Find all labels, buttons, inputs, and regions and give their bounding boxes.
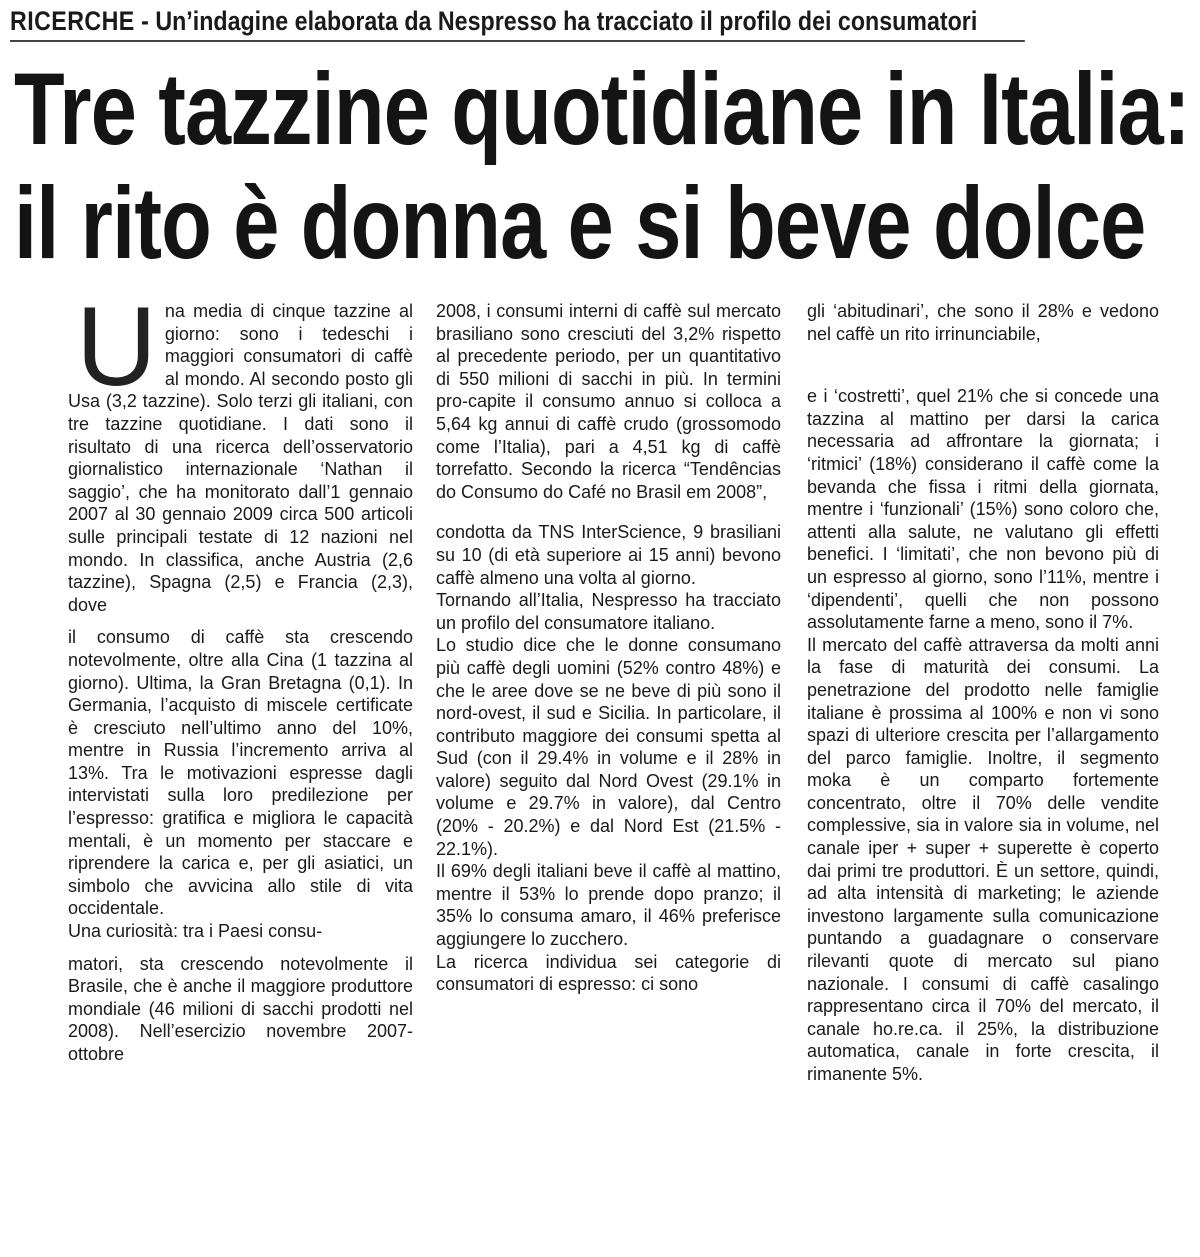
column-1 [68, 284, 413, 1066]
paragraph: Una curiosità: tra i Paesi consu- [68, 921, 323, 942]
paragraph: Il 69% degli italiani beve il caffè al mattino, mentre il 53% lo prende dopo pranzo; il 35% lo consuma amaro, il 46% preferisce aggiungere lo zucchero. [436, 861, 781, 950]
headline-line-2: il rito è donna e si beve dolce [14, 166, 1146, 280]
paragraph: e i ‘costretti’, quel 21% che si concede una tazzina al mattino per darsi la carica necessaria ad affrontare la giornata; i ‘ritmici’ (18%) considerano il caffè come la bevanda che fissa i ritmi della giornata, mentre i ‘funzionali’ (15%) sono coloro che, attenti alla salute, ne valutano gli effetti benefici. I ‘limitati’, che non bevono più di un espresso al giorno, sono l’11%, mentre i ‘dipendenti’, quelli che non possono assolutamente farne a meno, sono il 7%. [807, 386, 1159, 633]
headline-line-1: Tre tazzine quotidiane in Italia: [14, 52, 1190, 166]
paragraph: Una media di cinque tazzine al giorno: sono i tedeschi i maggiori consumatori di caffè al mondo. Al secondo posto gli Usa (3,2 tazzine). Solo terzi gli italiani, con tre tazzine quotidiane. I dati sono il risultato di una ricerca dell’osservatorio giornalistico internazionale ‘Nathan il saggio’, che ha monitorato dall’1 gennaio 2007 al 30 gennaio 2009 circa 500 articoli sulle principali testate di 12 nazioni nel mondo. In classifica, anche Austria (2,6 tazzine), Spagna (2,5) e Francia (2,3), dove [68, 284, 413, 615]
paragraph: il consumo di caffè sta crescendo notevolmente, oltre alla Cina (1 tazzina al giorno). Ultima, la Gran Bretagna (0,1). In Germania, l’acquisto di miscele certificate è cresciuto nell’ultimo anno del 10%, mentre in Russia l’incremento arriva al 13%. Tra le motivazioni espresse dagli intervistati sulla loro predilezione per l’espresso: gratifica e migliora le capacità mentali, è un momento per staccare e riprendere la carica e, per gli asiatici, un simbolo che avvicina allo stile di vita occidentale. [68, 627, 413, 919]
headline [14, 52, 1190, 280]
paragraph: gli ‘abitudinari’, che sono il 28% e vedono nel caffè un rito irrinunciabile, [807, 301, 1159, 344]
paragraph: 2008, i consumi interni di caffè sul mercato brasiliano sono cresciuti del 3,2% rispetto al precedente periodo, per un quantitativo di 550 milioni di sacchi in più. In termini pro-capite il consumo annuo si colloca a 5,64 kg annui di caffè crudo (grossomodo come l’Italia), pari a 4,51 kg di caffè torrefatto. Secondo la ricerca “Tendências do Consumo do Café no Brasil em 2008”, [436, 301, 781, 502]
paragraph: Lo studio dice che le donne consumano più caffè degli uomini (52% contro 48%) e che le aree dove se ne beve di più sono il nord-ovest, il sud e Sicilia. In particolare, il contributo maggiore dei consumi spetta al Sud (con il 29.4% in volume e il 28% in valore) seguito dal Nord Ovest (29.1% in volume e 29.7% in valore), dal Centro (20% - 20.2%) e dal Nord Est (21.5% - 22.1%). [436, 635, 781, 859]
article-body [0, 284, 1200, 1250]
paragraph: Tornando all’Italia, Nespresso ha tracciato un profilo del consumatore italiano. [436, 590, 781, 633]
article-kicker [10, 4, 1025, 42]
paragraph: La ricerca individua sei categorie di consumatori di espresso: ci sono [436, 951, 781, 995]
paragraph: condotta da TNS InterScience, 9 brasiliani su 10 (di età superiore ai 15 anni) bevono caffè almeno una volta al giorno. [436, 522, 781, 588]
paragraph: Il mercato del caffè attraversa da molti anni la fase di maturità dei consumi. La penetrazione del prodotto nelle famiglie italiane è prossima al 100% e non vi sono spazi di ulteriore crescita per l’allargamento del parco famiglie. Inoltre, il segmento moka è un comparto fortemente concentrato, oltre il 70% delle vendite complessive, sia in valore sia in volume, nel canale iper + super + superette è coperto dai primi tre produttori. È un settore, quindi, ad alta intensità di marketing; le aziende investono largamente sulla comunicazione puntando a guadagnare o conservare rilevanti quote di mercato sul piano nazionale. I consumi di caffè casalingo rappresentano circa il 70% del mercato, il canale ho.re.ca. il 25%, la distribuzione automatica, canale in forte crescita, il rimanente 5%. [807, 634, 1159, 1084]
column-3 [807, 300, 1159, 1086]
drop-cap: U [76, 284, 157, 409]
paragraph: matori, sta crescendo notevolmente il Brasile, che è anche il maggiore produttore mondiale (46 milioni di sacchi prodotti nel 2008). Nell’esercizio novembre 2007- ottobre [68, 953, 413, 1064]
kicker-subtitle: Un’indagine elaborata da Nespresso ha tracciato il profilo dei consumatori [155, 6, 978, 36]
kicker-separator: - [134, 6, 156, 36]
section-label: RICERCHE [10, 6, 135, 36]
column-2 [436, 300, 781, 996]
